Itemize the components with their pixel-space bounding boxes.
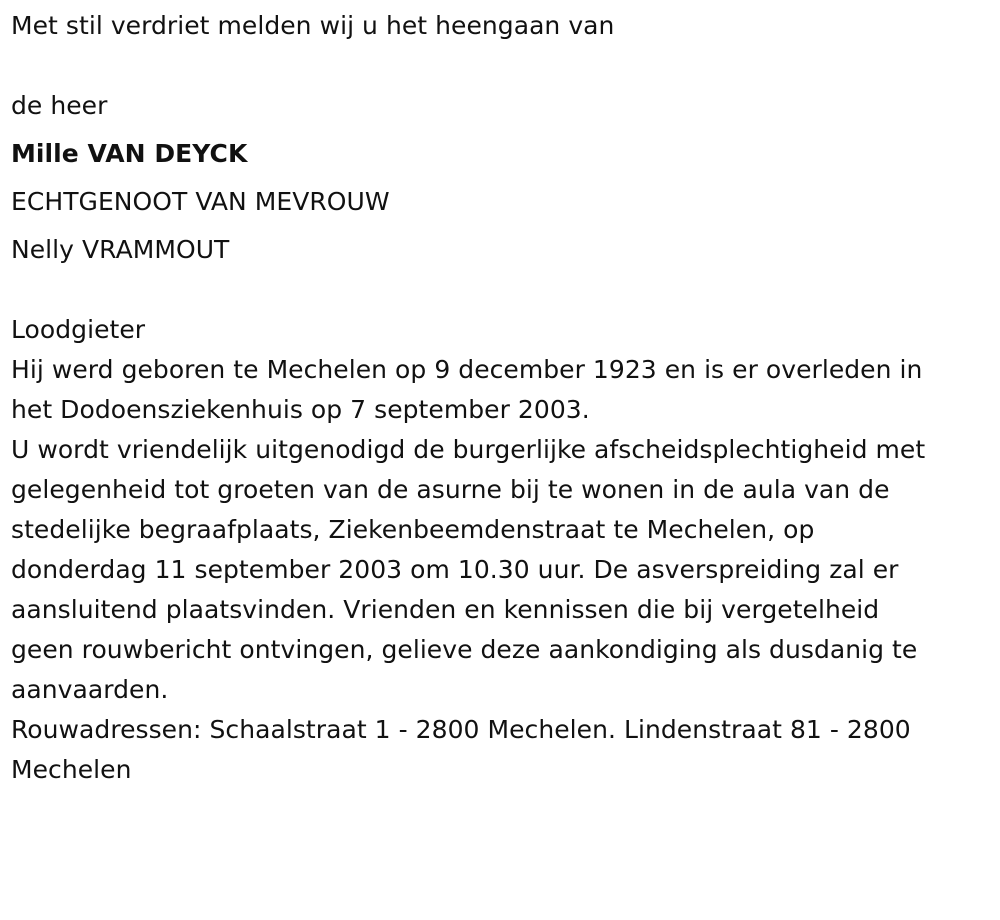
paragraph-line: Mechelen	[11, 755, 132, 784]
spouse-name: Nelly VRAMMOUT	[11, 235, 230, 264]
paragraph-line: Hij werd geboren te Mechelen op 9 december 1923 en is er overleden in	[11, 355, 923, 384]
paragraph-line: Rouwadressen: Schaalstraat 1 - 2800 Mechelen. Lindenstraat 81 - 2800	[11, 715, 911, 744]
paragraph-line: donderdag 11 september 2003 om 10.30 uur. De asverspreiding zal er	[11, 555, 899, 584]
intro-text: Met stil verdriet melden wij u het heengaan van	[11, 11, 615, 40]
addresses-paragraph	[11, 710, 980, 790]
birth-death-paragraph	[11, 350, 980, 430]
paragraph-line: aanvaarden.	[11, 675, 169, 704]
profession: Loodgieter	[11, 315, 146, 344]
ceremony-paragraph	[11, 430, 980, 710]
paragraph-line: stedelijke begraafplaats, Ziekenbeemdenstraat te Mechelen, op	[11, 515, 815, 544]
paragraph-line: gelegenheid tot groeten van de asurne bij te wonen in de aula van de	[11, 475, 890, 504]
paragraph-line: het Dodoensziekenhuis op 7 september 2003.	[11, 395, 590, 424]
paragraph-line: geen rouwbericht ontvingen, gelieve deze aankondiging als dusdanig te	[11, 635, 918, 664]
paragraph-line: U wordt vriendelijk uitgenodigd de burgerlijke afscheidsplechtigheid met	[11, 435, 926, 464]
salutation: de heer	[11, 91, 108, 120]
spouse-label: ECHTGENOOT VAN MEVROUW	[11, 187, 390, 216]
paragraph-line: aansluitend plaatsvinden. Vrienden en kennissen die bij vergetelheid	[11, 595, 880, 624]
deceased-name: Mille VAN DEYCK	[11, 139, 248, 168]
